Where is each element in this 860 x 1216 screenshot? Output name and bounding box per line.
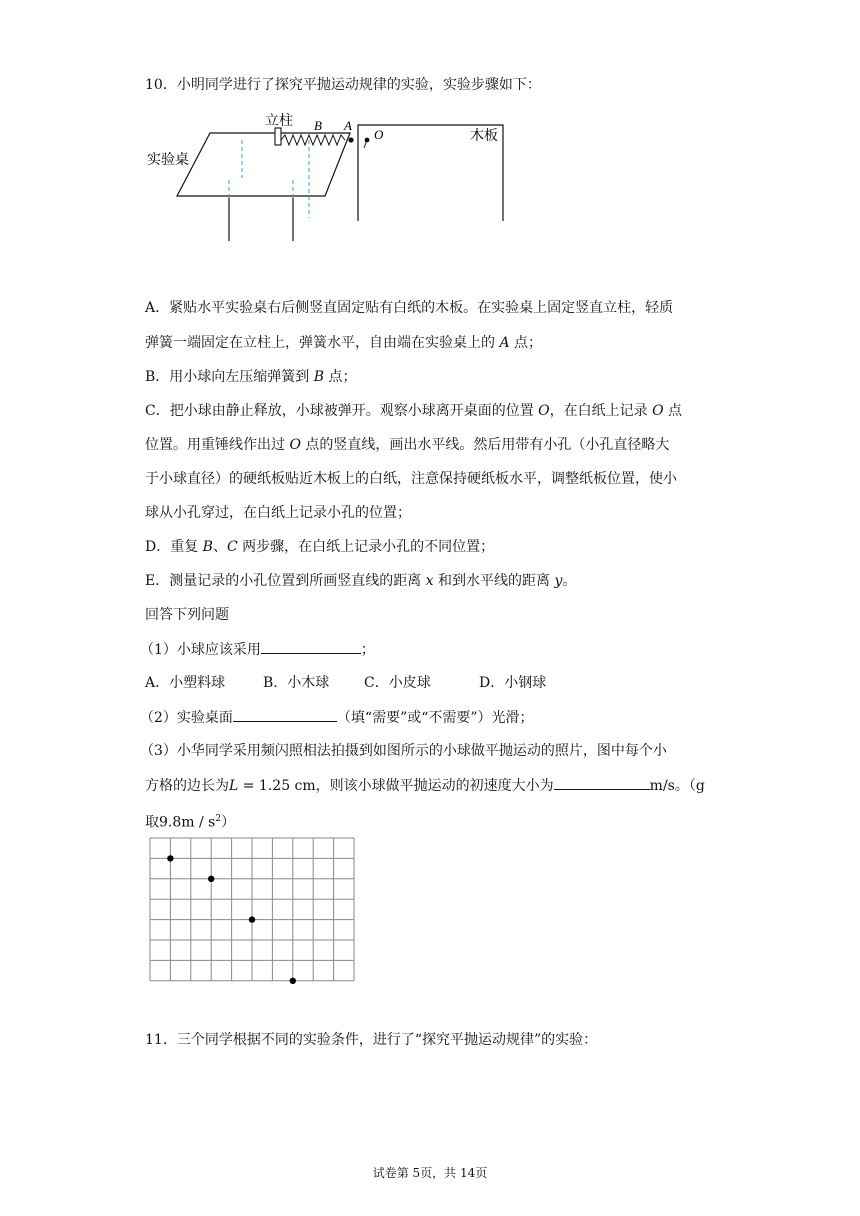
sub-question-3-line2: 方格的边长为L = 1.25 cm，则该小球做平抛运动的初速度大小为 m/s。（g [145, 775, 705, 796]
option-B: B．小木球 [263, 675, 330, 691]
answer-prompt: 回答下列问题 [145, 607, 229, 623]
step-C-line2: 位置。用重锤线作出过 O 点的竖直线，画出水平线。然后用带有小孔（小孔直径略大 [145, 437, 670, 453]
desk-label: 实验桌 [147, 153, 189, 168]
sub-question-3-line1: （3）小华同学采用频闪照相法拍摄到如图所示的小球做平抛运动的照片，图中每个小 [140, 743, 667, 759]
sub-question-2: （2）实验桌面 （填“需要”或“不需要”）光滑； [140, 707, 534, 728]
desk-outline [177, 133, 350, 196]
sub-question-3-line3: 取$9.8m / s^2$） [145, 814, 236, 831]
ball-position [167, 855, 173, 861]
step-A-line2: 弹簧一端固定在立柱上，弹簧水平，自由端在实验桌上的 A 点； [145, 335, 543, 351]
step-C-line1: C．把小球由静止释放，小球被弹开。观察小球离开桌面的位置 O，在白纸上记录 O 点 [145, 403, 683, 419]
ball-position [249, 916, 255, 922]
step-C-line3: 于小球直径）的硬纸板贴近木板上的白纸，注意保持硬纸板水平，调整纸板位置，使小 [145, 471, 677, 487]
point-B-label: B [314, 118, 322, 133]
spring [281, 135, 345, 145]
answer-blank-3[interactable] [554, 775, 650, 790]
step-B: B．用小球向左压缩弹簧到 B 点； [145, 369, 357, 385]
step-E: E．测量记录的小孔位置到所画竖直线的距离 x 和到水平线的距离 y。 [145, 573, 577, 589]
experiment-diagram [145, 108, 515, 248]
option-A: A．小塑料球 [145, 675, 226, 691]
step-C-line4: 球从小孔穿过，在白纸上记录小孔的位置； [145, 505, 411, 521]
answer-blank-1[interactable] [261, 639, 361, 654]
answer-blank-2[interactable] [233, 707, 337, 722]
q11-title: 11．三个同学根据不同的实验条件，进行了“探究平抛运动规律”的实验： [145, 1032, 598, 1048]
point-A-label: A [344, 118, 352, 133]
page-footer: 试卷第 5页，共 14页 [372, 1166, 488, 1180]
step-A-line1: A．紧贴水平实验桌右后侧竖直固定贴有白纸的木板。在实验桌上固定竖直立柱，轻质 [145, 300, 674, 316]
sub-question-1: （1）小球应该采用 ； [140, 639, 375, 660]
post-label: 立柱 [265, 114, 293, 129]
option-D: D．小钢球 [479, 675, 547, 691]
options-row [145, 673, 546, 693]
post [275, 128, 281, 145]
ball-position [208, 876, 214, 882]
ball-position [290, 978, 296, 984]
option-C: C．小皮球 [364, 675, 431, 691]
step-D: D．重复 B、C 两步骤，在白纸上记录小孔的不同位置； [145, 539, 495, 555]
strobe-photo-grid [148, 836, 358, 986]
point-O-label: O [374, 127, 384, 142]
board-label: 木板 [470, 129, 498, 144]
q10-title: 10．小明同学进行了探究平抛运动规律的实验，实验步骤如下： [145, 77, 541, 93]
ball-A [348, 137, 353, 142]
